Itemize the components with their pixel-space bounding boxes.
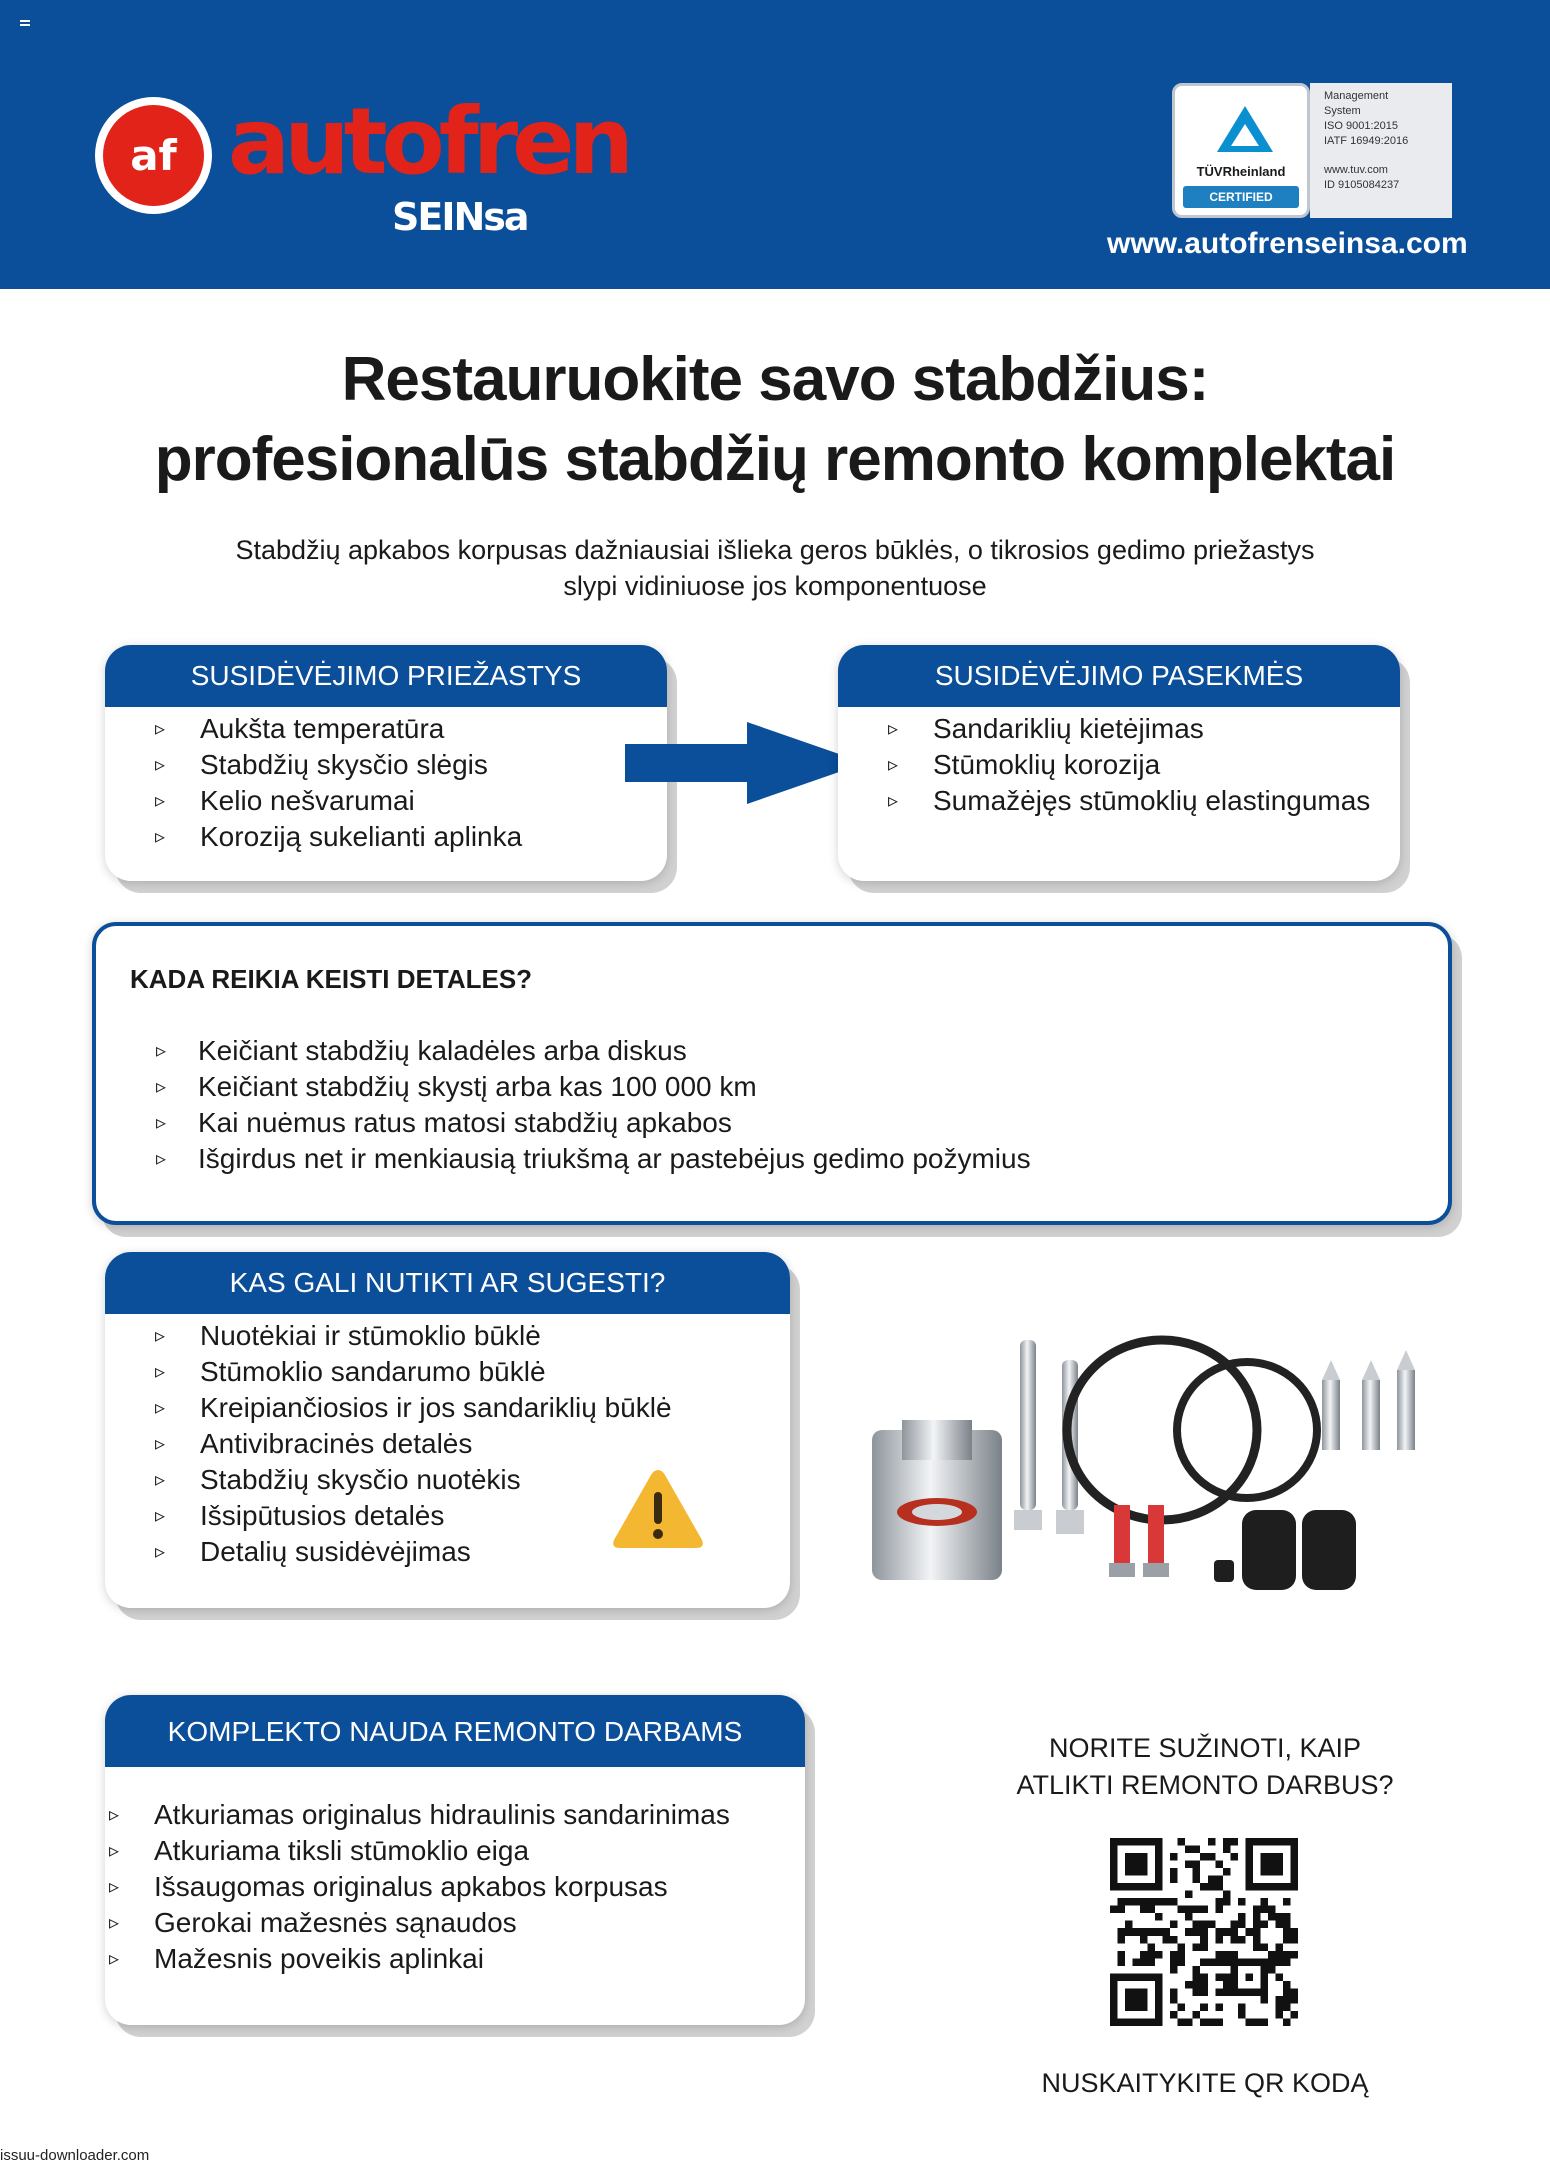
bullet-triangle-icon: ▹ bbox=[156, 1112, 167, 1134]
list-item: ▹ Atkuriama tiksli stūmoklio eiga bbox=[109, 1833, 730, 1869]
intro-line-2: slypi vidiniuose jos komponentuose bbox=[563, 571, 987, 601]
list-item: ▹ Kai nuėmus ratus matosi stabdžių apkabos bbox=[156, 1105, 1031, 1141]
wear-effects-card bbox=[838, 645, 1400, 881]
wear-effects-list bbox=[888, 645, 1370, 819]
title-line-1: Restauruokite savo stabdžius: bbox=[341, 345, 1209, 414]
bullet-triangle-icon: ▹ bbox=[155, 1325, 166, 1347]
list-item: ▹ Kreipiančiosios ir jos sandariklių būklė bbox=[155, 1390, 672, 1426]
list-item: ▹ Išgirdus net ir menkiausią triukšmą ar pastebėjus gedimo požymius bbox=[156, 1141, 1031, 1177]
list-item: ▹ Sandariklių kietėjimas bbox=[888, 711, 1370, 747]
list-item: ▹ Nuotėkiai ir stūmoklio būklė bbox=[155, 1318, 672, 1354]
wear-causes-list bbox=[155, 645, 522, 855]
certification-badge bbox=[1172, 83, 1452, 218]
cert-line: IATF 16949:2016 bbox=[1324, 135, 1409, 147]
source-watermark: issuu-downloader.com bbox=[0, 2147, 150, 2164]
list-item: ▹ Stūmoklių korozija bbox=[888, 747, 1370, 783]
bullet-triangle-icon: ▹ bbox=[155, 790, 166, 812]
qr-question bbox=[980, 1730, 1430, 1804]
wear-causes-heading: SUSIDĖVĖJIMO PRIEŽASTYS bbox=[105, 645, 667, 707]
bullet-triangle-icon: ▹ bbox=[109, 1912, 120, 1934]
autofren-logo-icon bbox=[95, 97, 212, 214]
cert-badge-stamp: CERTIFIED bbox=[1183, 186, 1299, 208]
list-item: ▹ Detalių susidėvėjimas bbox=[155, 1534, 672, 1570]
list-item: ▹ Keičiant stabdžių skystį arba kas 100 000 km bbox=[156, 1069, 1031, 1105]
title-line-2: profesionalūs stabdžių remonto komplektai bbox=[154, 425, 1396, 494]
bullet-triangle-icon: ▹ bbox=[156, 1076, 167, 1098]
cert-id: ID 9105084237 bbox=[1324, 179, 1400, 191]
right-arrow-icon bbox=[625, 722, 865, 804]
wear-causes-card bbox=[105, 645, 667, 881]
warning-icon bbox=[610, 1466, 706, 1552]
list-item: ▹ Stabdžių skysčio nuotėkis bbox=[155, 1462, 672, 1498]
list-item: ▹ Sumažėjęs stūmoklių elastingumas bbox=[888, 783, 1370, 819]
what-can-fail-list bbox=[155, 1252, 672, 1570]
qr-question-line-2: ATLIKTI REMONTO DARBUS? bbox=[1016, 1770, 1394, 1800]
kit-benefits-card bbox=[105, 1695, 805, 2025]
intro-line-1: Stabdžių apkabos korpusas dažniausiai išlieka geros būklės, o tikrosios gedimo priežastys bbox=[235, 535, 1315, 565]
list-item: ▹ Atkuriamas originalus hidraulinis sandarinimas bbox=[109, 1797, 730, 1833]
website-link[interactable]: www.autofrenseinsa.com bbox=[1107, 227, 1468, 260]
list-item: ▹ Išsipūtusios detalės bbox=[155, 1498, 672, 1534]
bullet-triangle-icon: ▹ bbox=[155, 1541, 166, 1563]
bullet-triangle-icon: ▹ bbox=[888, 790, 899, 812]
brand-name: autofren bbox=[228, 88, 629, 195]
what-can-fail-heading: KAS GALI NUTIKTI AR SUGESTI? bbox=[105, 1252, 790, 1314]
bullet-triangle-icon: ▹ bbox=[109, 1876, 120, 1898]
bullet-triangle-icon: ▹ bbox=[155, 1433, 166, 1455]
brand-sub: SEINsa bbox=[392, 195, 528, 239]
menu-icon bbox=[20, 20, 30, 28]
bullet-triangle-icon: ▹ bbox=[156, 1040, 167, 1062]
bullet-triangle-icon: ▹ bbox=[155, 754, 166, 776]
qr-scan-label: NUSKAITYKITE QR KODĄ bbox=[1041, 2068, 1369, 2098]
qr-question-line-1: NORITE SUŽINOTI, KAIP bbox=[1048, 1733, 1362, 1763]
cert-web: www.tuv.com bbox=[1324, 164, 1388, 176]
bullet-triangle-icon: ▹ bbox=[155, 1361, 166, 1383]
bullet-triangle-icon: ▹ bbox=[109, 1840, 120, 1862]
list-item: ▹ Gerokai mažesnės sąnaudos bbox=[109, 1905, 730, 1941]
page-title bbox=[0, 340, 1550, 500]
qr-code-icon[interactable] bbox=[1110, 1838, 1298, 2026]
list-item: ▹ Aukšta temperatūra bbox=[155, 711, 522, 747]
list-item: ▹ Išsaugomas originalus apkabos korpusas bbox=[109, 1869, 730, 1905]
header-banner bbox=[0, 0, 1550, 289]
list-item: ▹ Stabdžių skysčio slėgis bbox=[155, 747, 522, 783]
list-item: ▹ Stūmoklio sandarumo būklė bbox=[155, 1354, 672, 1390]
cert-line: System bbox=[1324, 105, 1361, 117]
cert-badge-name: TÜVRheinland bbox=[1196, 164, 1286, 179]
bullet-triangle-icon: ▹ bbox=[155, 1505, 166, 1527]
kit-benefits-heading: KOMPLEKTO NAUDA REMONTO DARBAMS bbox=[105, 1695, 805, 1767]
cert-line: Management bbox=[1324, 90, 1389, 102]
bullet-triangle-icon: ▹ bbox=[109, 1948, 120, 1970]
when-to-replace-card bbox=[92, 922, 1452, 1225]
bullet-triangle-icon: ▹ bbox=[155, 826, 166, 848]
wear-effects-heading: SUSIDĖVĖJIMO PASEKMĖS bbox=[838, 645, 1400, 707]
tuv-logo-icon bbox=[1172, 83, 1310, 218]
bullet-triangle-icon: ▹ bbox=[888, 718, 899, 740]
bullet-triangle-icon: ▹ bbox=[888, 754, 899, 776]
intro-text bbox=[0, 532, 1550, 604]
what-can-fail-card bbox=[105, 1252, 790, 1608]
bullet-triangle-icon: ▹ bbox=[155, 1397, 166, 1419]
list-item: ▹ Antivibracinės detalės bbox=[155, 1426, 672, 1462]
bullet-triangle-icon: ▹ bbox=[109, 1804, 120, 1826]
cert-info bbox=[1310, 83, 1452, 218]
bullet-triangle-icon: ▹ bbox=[155, 1469, 166, 1491]
list-item: ▹ Kelio nešvarumai bbox=[155, 783, 522, 819]
when-to-replace-heading: KADA REIKIA KEISTI DETALES? bbox=[130, 964, 533, 994]
list-item: ▹ Koroziją sukelianti aplinka bbox=[155, 819, 522, 855]
when-to-replace-list bbox=[156, 1033, 1031, 1177]
bullet-triangle-icon: ▹ bbox=[155, 718, 166, 740]
bullet-triangle-icon: ▹ bbox=[156, 1148, 167, 1170]
list-item: ▹ Keičiant stabdžių kaladėles arba diskus bbox=[156, 1033, 1031, 1069]
logo-monogram: af bbox=[130, 131, 177, 180]
kit-benefits-list bbox=[109, 1695, 730, 1977]
brake-repair-kit-parts-image bbox=[862, 1320, 1432, 1610]
list-item: ▹ Mažesnis poveikis aplinkai bbox=[109, 1941, 730, 1977]
cert-line: ISO 9001:2015 bbox=[1324, 120, 1399, 132]
